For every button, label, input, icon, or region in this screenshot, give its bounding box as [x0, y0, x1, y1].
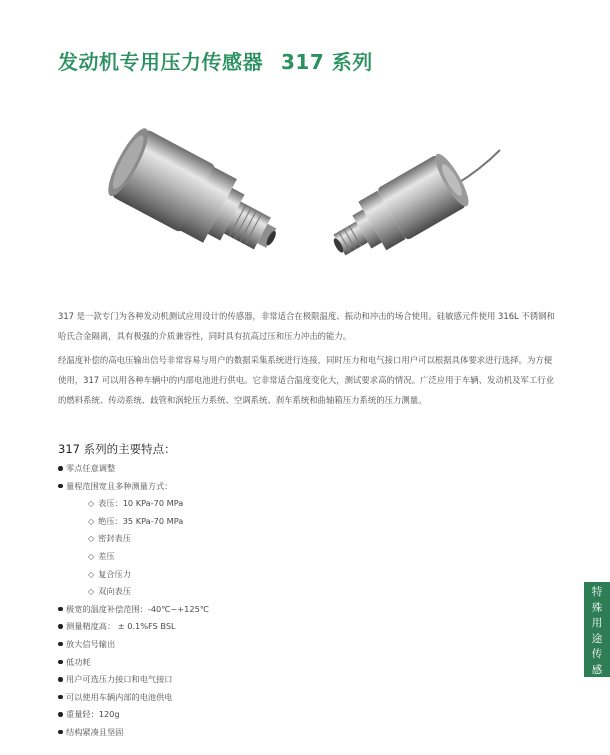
- diamond-icon: ◇: [88, 534, 95, 544]
- side-tab-char: 传: [591, 648, 603, 660]
- section-side-tab: [584, 582, 610, 691]
- feature-item: 极宽的温度补偿范围：-40℃~+125℃: [58, 601, 538, 619]
- feature-subitem-text: 差压: [98, 550, 115, 561]
- diamond-icon: ◇: [88, 516, 95, 526]
- diamond-icon: ◇: [88, 587, 95, 597]
- feature-subitem: [58, 495, 538, 513]
- feature-subitem: [58, 583, 538, 601]
- title-main: 发动机专用压力传感器: [58, 50, 263, 74]
- side-tab-char: 殊: [591, 601, 603, 614]
- feature-subitem: [58, 548, 538, 566]
- feature-item: 可以使用车辆内部的电池供电: [58, 689, 538, 707]
- side-tab-char: 器: [591, 679, 603, 691]
- product-photos: [0, 115, 610, 290]
- page-title: [58, 46, 373, 75]
- feature-subitem-text: 表压：10 KPa-70 MPa: [98, 498, 184, 509]
- features-heading: 317 系列的主要特点：: [58, 442, 176, 456]
- feature-subitem: [58, 566, 538, 584]
- diamond-icon: ◇: [88, 569, 95, 579]
- diamond-icon: ◇: [88, 551, 95, 561]
- feature-subitem: [58, 513, 538, 531]
- side-tab-char: 感: [591, 663, 603, 676]
- side-tab-char: 特: [591, 586, 603, 598]
- description-paragraph: 经温度补偿的高电压输出信号非常容易与用户的数据采集系统进行连接，同时压力和电气接口用户可以根据具体要求进行选择。为方便使用，317 可以用各种车辆中的内部电池进行供电。它非常适合温度变化大，测试要求高的情况。广泛应用于车辆、发动机及军工行业的燃料系统、传动系统、歧管和涡轮压力系统、空调系统、刹车系统和曲轴箱压力系统的压力测量。: [58, 355, 555, 405]
- feature-subitem-text: 绝压：35 KPa-70 MPa: [98, 515, 184, 526]
- intro-paragraph: 317 是一款专门为各种发动机测试应用设计的传感器，非常适合在极限温度、振动和冲击的场合使用。硅敏感元件使用 316L 不锈钢和哈氏合金隔离，具有极强的介质兼容性，同时具有抗高过压和压力冲击的能力。: [58, 311, 555, 341]
- feature-subitem-text: 密封表压: [98, 533, 131, 544]
- side-tab-char: 途: [591, 632, 603, 645]
- feature-item: 重量轻：120g: [58, 706, 538, 724]
- feature-subitem-text: 复合压力: [98, 568, 131, 579]
- feature-subitem-text: 双向表压: [98, 586, 131, 597]
- feature-item: 测量精度高： ± 0.1%FS BSL: [58, 618, 538, 636]
- feature-item: 量程范围宽且多种测量方式：: [58, 478, 538, 496]
- feature-item: 放大信号输出: [58, 636, 538, 654]
- feature-item: 零点任意调整: [58, 460, 538, 478]
- feature-item: 用户可选压力接口和电气接口: [58, 671, 538, 689]
- features-list: [58, 460, 538, 742]
- feature-subitem: [58, 530, 538, 548]
- sensor-photo-left: [102, 124, 292, 273]
- diamond-icon: ◇: [88, 499, 95, 509]
- feature-item: 低功耗: [58, 654, 538, 672]
- feature-item: 结构紧凑且坚固: [58, 724, 538, 742]
- title-series: 317 系列: [281, 50, 373, 74]
- sensor-photo-right: [321, 150, 500, 273]
- side-tab-char: 用: [591, 617, 603, 629]
